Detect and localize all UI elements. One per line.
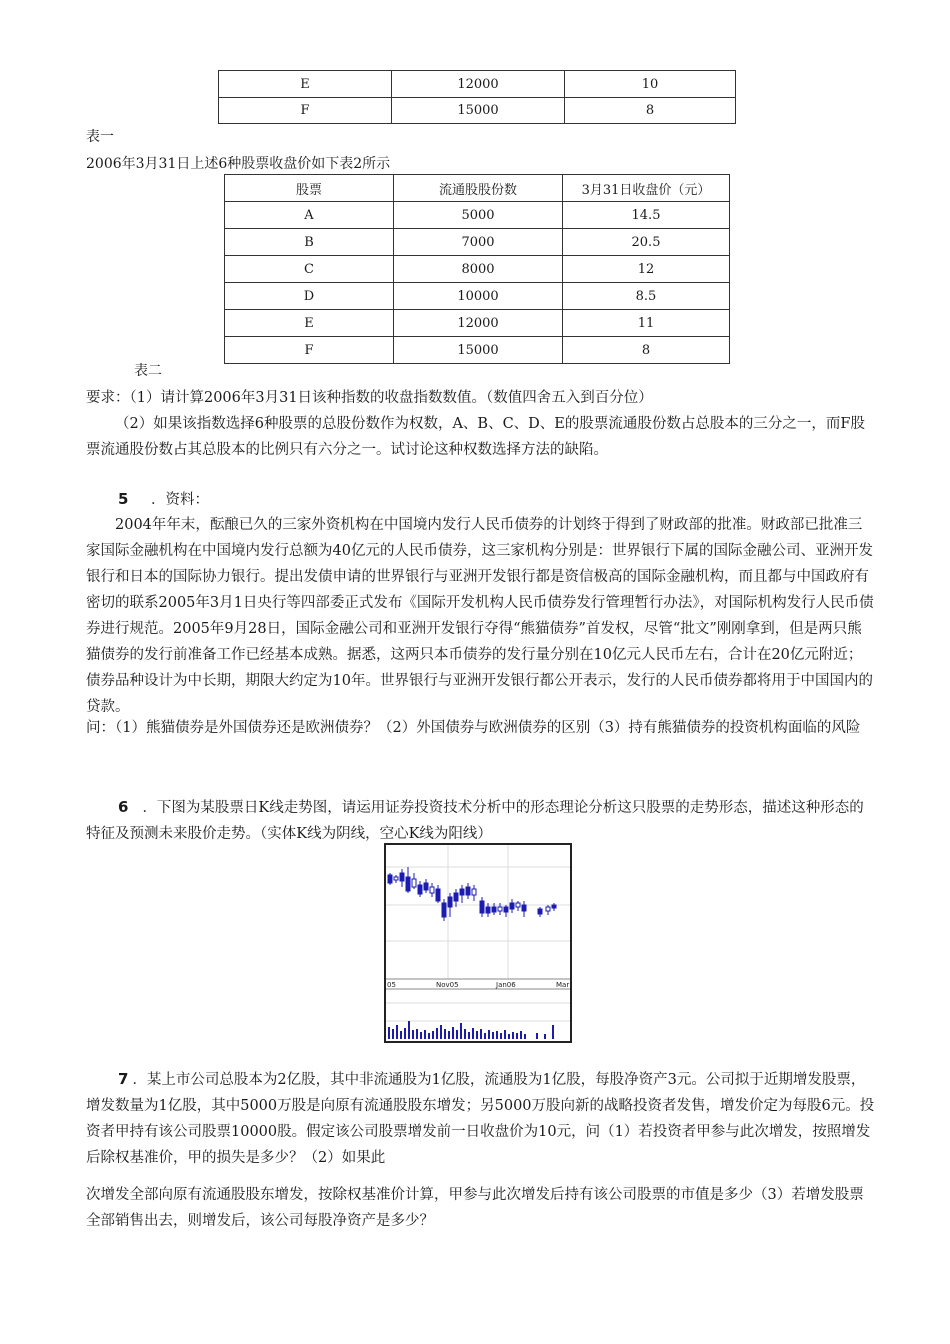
question-6-text: [86, 794, 876, 847]
table-two-intro: 2006年3月31日上述6种股票收盘价如下表2所示: [86, 156, 391, 172]
table-two-caption: 表二: [134, 363, 162, 379]
table-row: [225, 283, 730, 310]
question-5-heading: [118, 488, 209, 509]
axis-label-1: 05: [387, 981, 396, 989]
question-7-continuation: 次增发全部向原有流通股股东增发，按除权基准价计算，甲参与此次增发后持有该公司股票的市值是多少（3）若增发股票全部销售出去，则增发后，该公司每股净资产是多少？: [86, 1187, 864, 1229]
table-cell-stock: F: [219, 98, 392, 124]
table-cell-price: 11: [563, 310, 730, 337]
question-5-number: 5: [118, 490, 129, 508]
table-cell-shares: 15000: [392, 98, 565, 124]
table-one: [218, 70, 736, 124]
table-cell-value: 8: [565, 98, 736, 124]
requirement-1: 要求：（1）请计算2006年3月31日该种指数的收盘指数数值。（数值四舍五入到百分位）: [86, 390, 653, 406]
question-7-text: [86, 1066, 876, 1171]
axis-label-2: Nov05: [436, 981, 459, 989]
table-cell-shares: 5000: [394, 202, 563, 229]
table-cell-price: 8: [563, 337, 730, 364]
table-row: [225, 310, 730, 337]
table-row: [225, 229, 730, 256]
table-cell-shares: 10000: [394, 283, 563, 310]
table-cell-shares: 12000: [394, 310, 563, 337]
table-row: [219, 98, 736, 124]
table-cell-stock: D: [225, 283, 394, 310]
question-7-body: ．某上市公司总股本为2亿股，其中非流通股为1亿股，流通股为1亿股，每股净资产3元。公司拟于近期增发股票，增发数量为1亿股，其中5000万股是向原有流通股股东增发；另5000万股向新的战略投资者发售，增发价定为每股6元。投资者甲持有该公司股票10000股。假定该公司股票增发前一日收盘价为10元，问（1）若投资者甲参与此次增发，按照增发后除权基准价，甲的损失是多少？（2）如果此: [86, 1072, 875, 1166]
question-6-body: ．下图为某股票日K线走势图，请运用证券投资技术分析中的形态理论分析这只股票的走势形态，描述这种形态的特征及预测未来股价走势。（实体K线为阴线，空心K线为阳线）: [86, 800, 864, 842]
table-cell-price: 20.5: [563, 229, 730, 256]
question-5-question: 问：（1）熊猫债券是外国债券还是欧洲债券？（2）外国债券与欧洲债券的区别（3）持有熊猫债券的投资机构面临的风险: [86, 720, 861, 736]
table-row: [225, 337, 730, 364]
table-one-caption: 表一: [86, 129, 114, 145]
question-6-number: 6: [118, 798, 129, 816]
table-row: [219, 71, 736, 98]
table-cell-stock: E: [219, 71, 392, 98]
table-cell-price: 14.5: [563, 202, 730, 229]
table-two: [224, 174, 730, 364]
axis-label-3: Jan06: [496, 981, 516, 989]
axis-label-4: Mar: [556, 981, 570, 989]
table-row: [225, 256, 730, 283]
table-cell-stock: C: [225, 256, 394, 283]
question-5-body: 2004年年末，酝酿已久的三家外资机构在中国境内发行人民币债券的计划终于得到了财政部的批准。财政部已批准三家国际金融机构在中国境内发行总额为40亿元的人民币债券，这三家机构分别是：世界银行下属的国际金融公司、亚洲开发银行和日本的国际协力银行。提出发债申请的世界银行与亚洲开发银行都是资信极高的国际金融机构，而且都与中国政府有密切的联系2005年3月1日央行等四部委正式发布《国际开发机构人民币债券发行管理暂行办法》，对国际机构发行人民币债券进行规范。2005年9月28日，国际金融公司和亚洲开发银行夺得“熊猫债券”首发权，尽管“批文”刚刚拿到，但是两只熊猫债券的发行前准备工作已经基本成熟。据悉，这两只本币债券的发行量分别在10亿元人民币左右，合计在20亿元附近；债券品种设计为中长期，期限大约定为10年。世界银行与亚洲开发银行都公开表示，发行的人民币债券都将用于中国国内的贷款。: [86, 517, 874, 715]
requirement-2: （2）如果该指数选择6种股票的总股份数作为权数，A、B、C、D、E的股票流通股份数占总股本的三分之一，而F股票流通股份数占其总股本的比例只有六分之一。试讨论这种权数选择方法的缺陷。: [86, 416, 865, 458]
table-cell-price: 8.5: [563, 283, 730, 310]
k-line-svg: [386, 845, 570, 1041]
table-header-price: 3月31日收盘价（元）: [563, 175, 730, 202]
table-cell-price: 12: [563, 256, 730, 283]
table-cell-shares: 8000: [394, 256, 563, 283]
table-cell-stock: A: [225, 202, 394, 229]
question-5-title: ．资料：: [151, 492, 210, 508]
k-line-chart: [384, 843, 572, 1043]
table-cell-shares: 7000: [394, 229, 563, 256]
table-header-shares: 流通股股份数: [394, 175, 563, 202]
table-cell-shares: 15000: [394, 337, 563, 364]
table-cell-stock: E: [225, 310, 394, 337]
table-cell-stock: B: [225, 229, 394, 256]
table-row: [225, 202, 730, 229]
table-cell-value: 10: [565, 71, 736, 98]
table-cell-stock: F: [225, 337, 394, 364]
question-7-number: 7: [118, 1070, 129, 1088]
table-header-row: [225, 175, 730, 202]
table-header-stock: 股票: [225, 175, 394, 202]
table-cell-shares: 12000: [392, 71, 565, 98]
